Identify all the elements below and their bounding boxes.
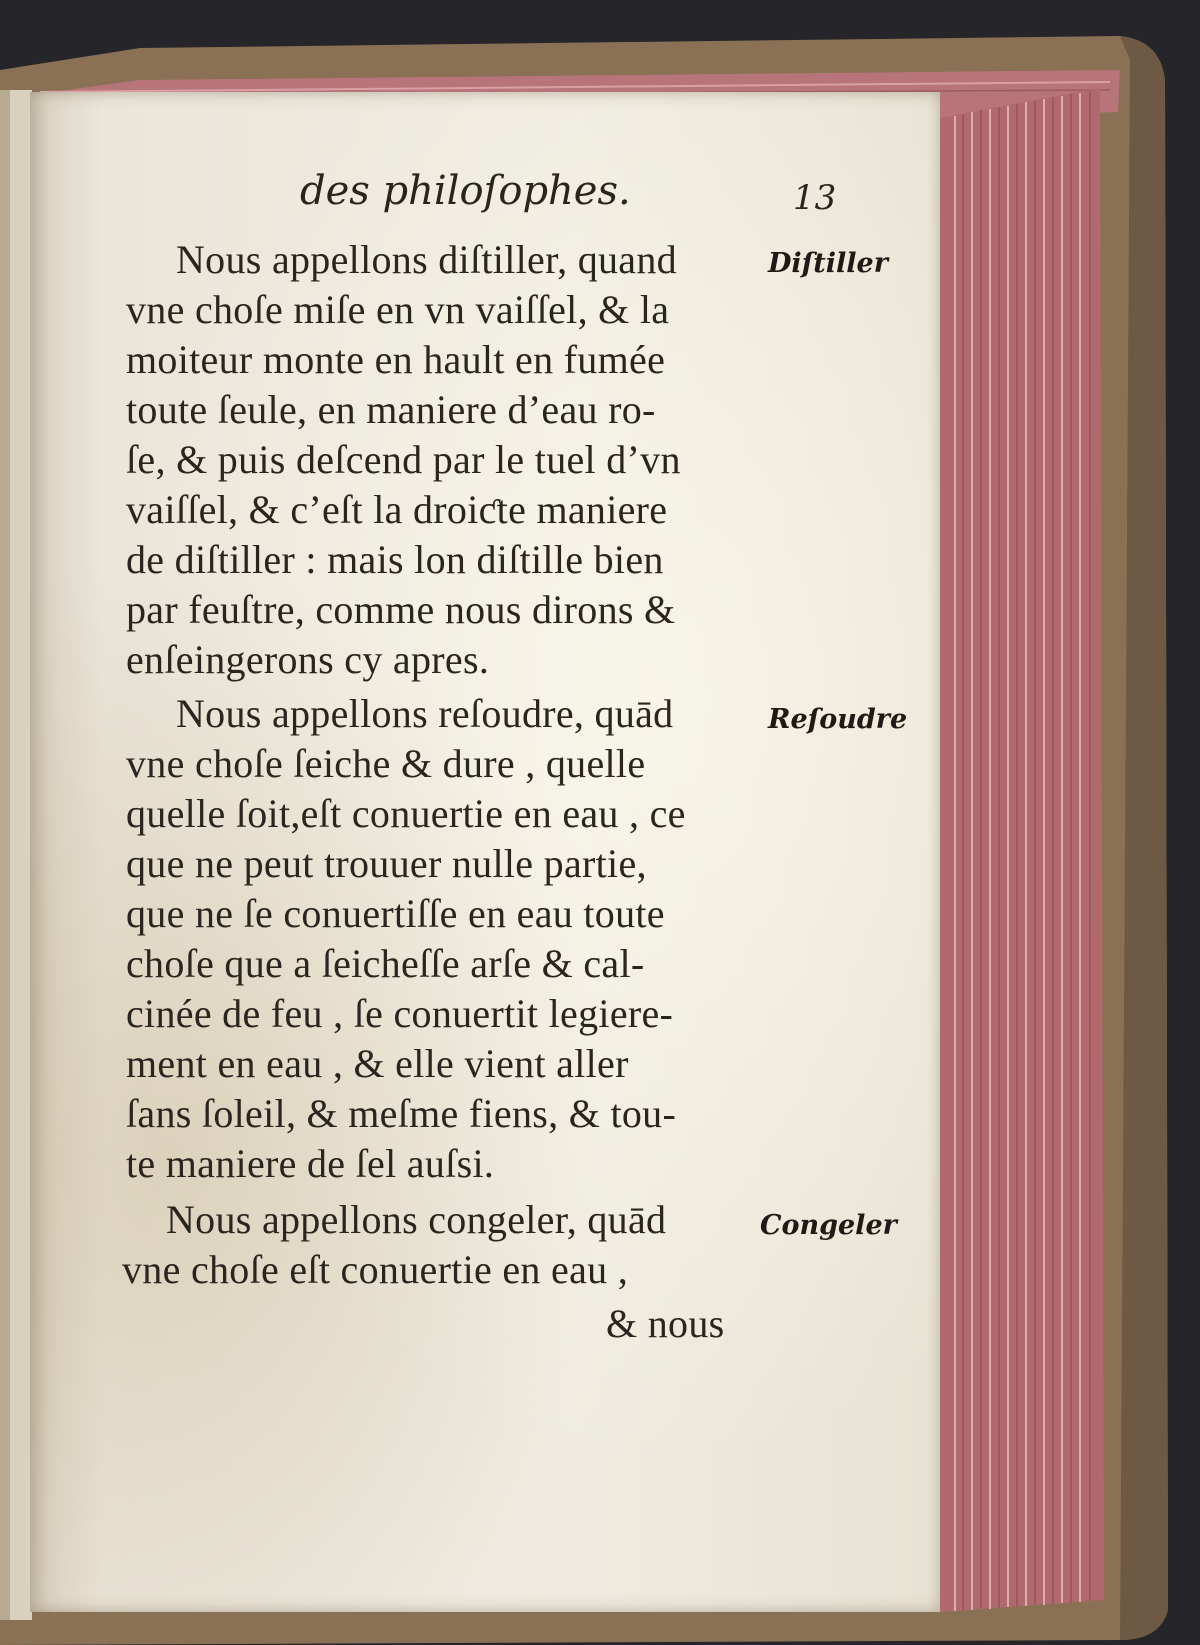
text-line: vaiſſel, & c’eſt la droiƈte maniere (126, 487, 668, 532)
text-line: que ne peut trouuer nulle partie, (126, 841, 647, 886)
running-head: des philoſophes. (300, 168, 631, 214)
text-line: te maniere de ſel auſsi. (126, 1141, 495, 1186)
text-line: vne choſe ſeiche & dure , quelle (126, 741, 646, 786)
text-line: Nous appellons diſtiller, quand (176, 237, 677, 282)
text-line: toute ſeule, en maniere d’eau ro- (126, 387, 656, 432)
text-line: choſe que a ſeicheſſe arſe & cal- (126, 941, 645, 986)
text-line: de diſtiller : mais lon diſtille bien (126, 537, 664, 582)
page-number: 13 (793, 178, 837, 218)
text-line: vne choſe miſe en vn vaiſſel, & la (126, 287, 670, 332)
text-line: Nous appellons reſoudre, quād (176, 691, 674, 736)
text-line: ſe, & puis deſcend par le tuel d’vn (126, 437, 681, 482)
text-line: par feuſtre, comme nous dirons & (126, 587, 676, 632)
text-line: Nous appellons congeler, quād (166, 1197, 667, 1242)
text-line: quelle ſoit,eſt conuertie en eau , ce (126, 791, 686, 836)
text-line: ment en eau , & elle vient aller (126, 1041, 629, 1086)
text-line: cinée de feu , ſe conuertit legiere- (126, 991, 674, 1036)
margin-note-congeler: Congeler (760, 1210, 897, 1241)
text-line: ſans ſoleil, & meſme fiens, & tou- (126, 1091, 677, 1136)
catchword: & nous (606, 1301, 725, 1346)
text-line: que ne ſe conuertiſſe en eau toute (126, 891, 665, 936)
book-page (30, 92, 940, 1612)
margin-note-resoudre: Reſoudre (768, 704, 908, 735)
margin-note-distiller: Diſtiller (768, 248, 888, 279)
text-line: moiteur monte en hault en fumée (126, 337, 666, 382)
text-line: vne choſe eſt conuertie en eau , (122, 1247, 629, 1292)
text-line: enſeingerons cy apres. (126, 637, 490, 682)
